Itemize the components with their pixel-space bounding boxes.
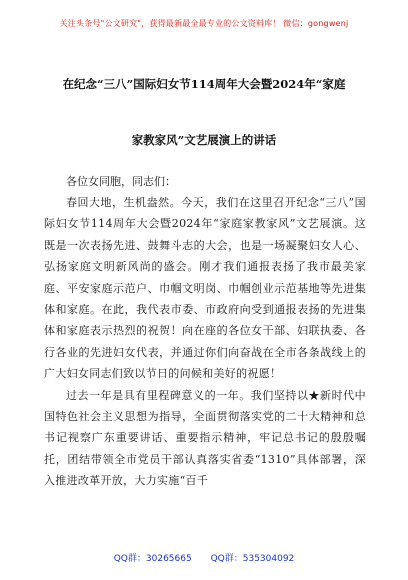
paragraph-2: 过去一年是具有里程碑意义的一年。我们坚持以★新时代中国特色社会主义思想为指导，全面贯彻落实党的二十大精神和总书记视察广东重要讲话、重要指示精神，牢记总书记的殷殷嘱托，团结带领全市党员干部认真落实省委“1310”具体部署，深入推进改革开放，大力实施“百千: [44, 388, 366, 488]
document-title-line-2: 家教家风”文艺展演上的讲话: [131, 133, 277, 147]
footer-banner: [0, 551, 408, 564]
footer-qq-group-2: QQ群：535304092: [210, 554, 295, 564]
paragraph-1: 春回大地，生机盎然。今天，我们在这里召开纪念“三八”国际妇女节114周年大会暨2024年“家庭家教家风”文艺展演。这既是一次表扬先进、鼓舞斗志的大会，也是一场凝聚妇女人心、弘扬家庭文明新风尚的盛会。刚才我们通报表扬了我市最美家庭、平安家庭示范户、巾帼文明岗、巾帼创业示范基地等先进集体和家庭。在此，我代表市委、市政府向受到通报表扬的先进集体和家庭表示热烈的祝贺！向在座的各位女干部、妇联执委、各行各业的先进妇女代表，并通过你们向奋战在全市各条战线上的广大妇女同志们致以节日的问候和美好的祝愿！: [44, 196, 366, 381]
footer-qq-group-1: QQ群：30265665: [113, 554, 192, 564]
salutation: 各位女同胞，同志们：: [66, 175, 176, 188]
header-banner: 关注头条号"公文研究"，获得最新最全最专业的公文资料库！ 微信：gongwenj: [59, 19, 349, 28]
document-title-line-1: 在纪念“三八”国际妇女节114周年大会暨2024年“家庭: [62, 77, 346, 91]
document-body: [44, 171, 366, 492]
